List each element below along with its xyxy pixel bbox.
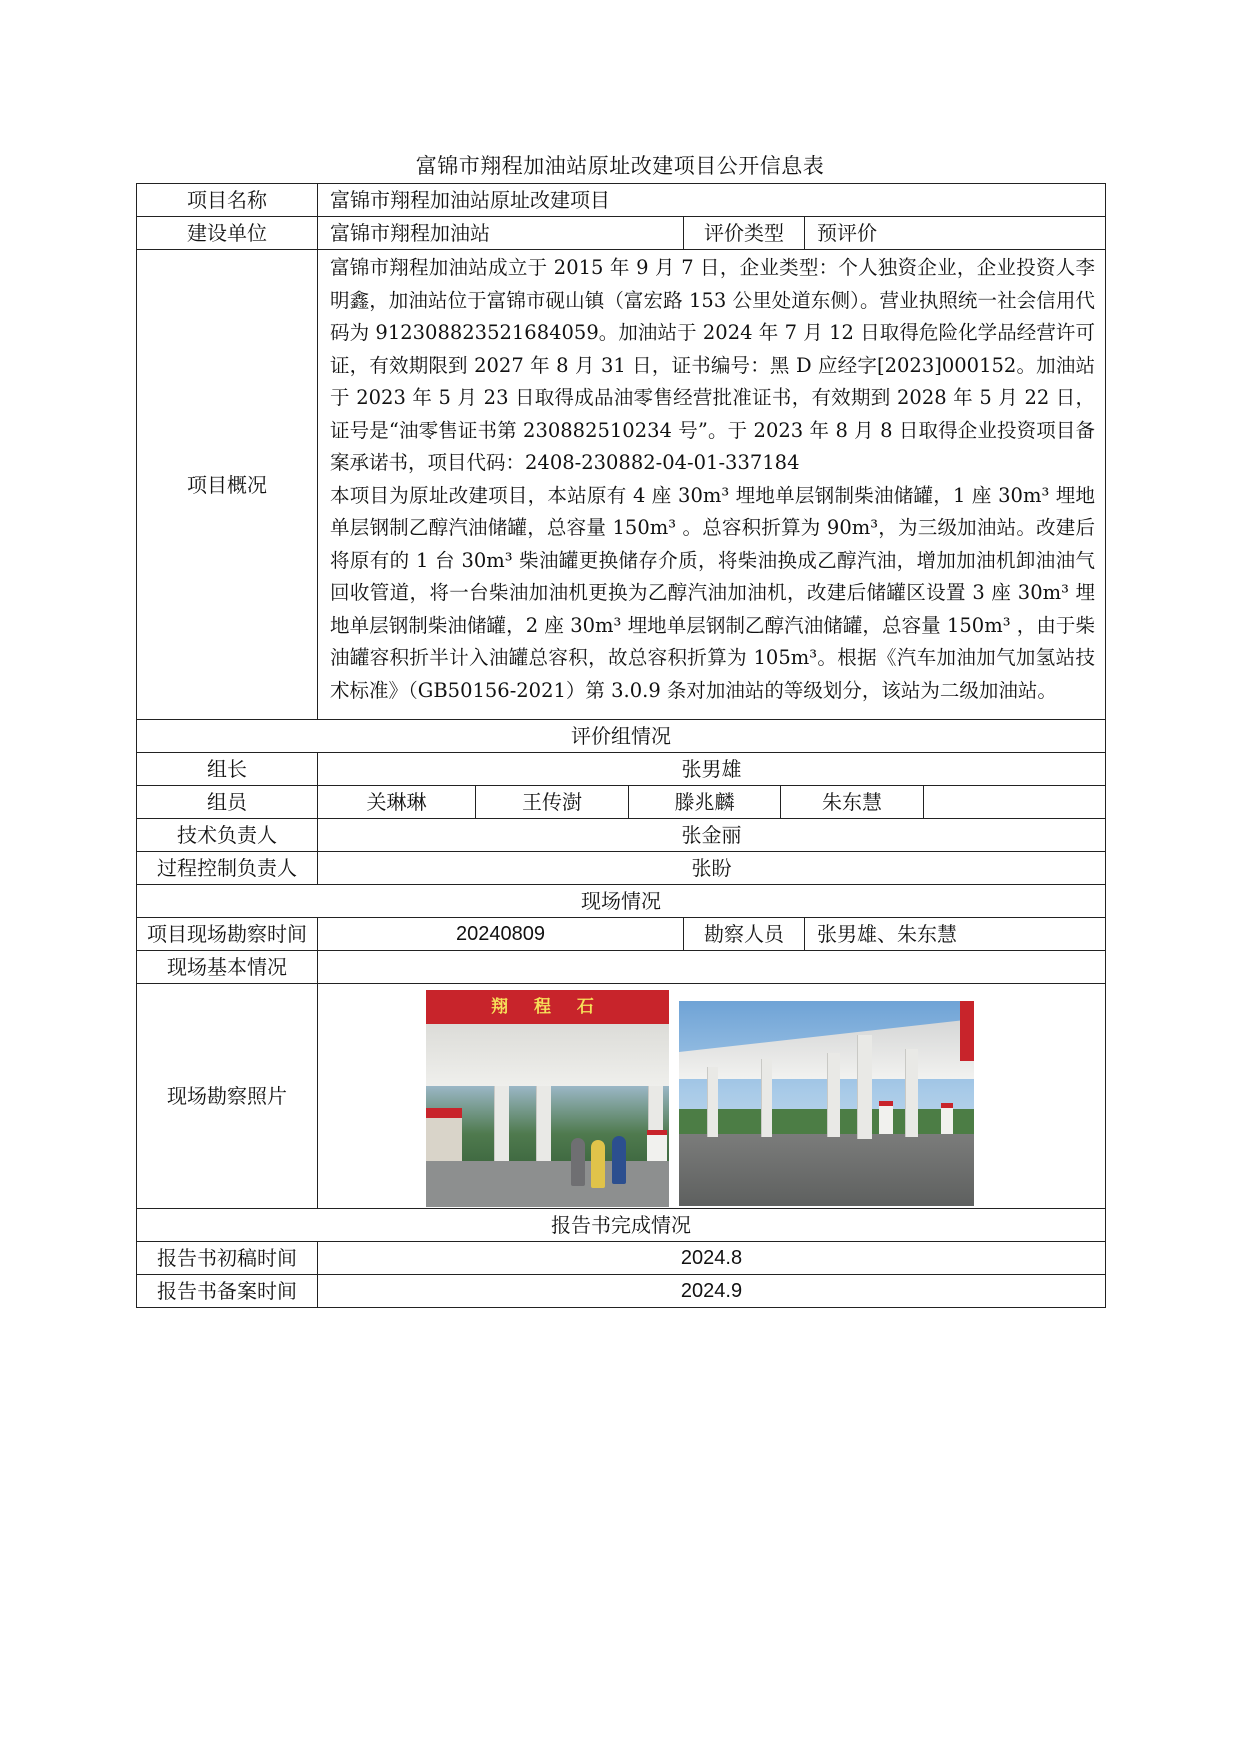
photo-ground: [679, 1134, 974, 1206]
photo-canopy: [426, 1024, 669, 1086]
tech-lead-value: 张金丽: [318, 819, 1106, 852]
site-photo-1: [426, 990, 669, 1207]
row-filing-time: [137, 1275, 1106, 1308]
photo-pillar: [857, 1035, 872, 1139]
overview-paragraph-2: 本项目为原址改建项目，本站原有 4 座 30m³ 埋地单层钢制柴油储罐，1 座 30m³ 埋地单层钢制乙醇汽油储罐，总容量 150m³ 。总容积折算为 90m³，为三级加油站。改建后将原有的 1 台 30m³ 柴油罐更换储存介质，将柴油换成乙醇汽油，增加加油机卸油油气回收管道，将一台柴油加油机更换为乙醇汽油加油机，改建后储罐区设置 3 座 30m³ 埋地单层钢制柴油储罐，2 座 30m³ 埋地单层钢制乙醇汽油储罐，总容量 150m³ ，由于柴油罐容积折半计入油罐总容积，故总容积折算为 105m³。根据《汽车加油加气加氢站技术标准》（GB50156-2021）第 3.0.9 条对加油站的等级划分，该站为二级加油站。: [330, 483, 1095, 702]
member-3: 滕兆麟: [629, 786, 781, 819]
site-header: 现场情况: [137, 885, 1106, 918]
builder-label: 建设单位: [137, 217, 318, 250]
row-members: [137, 786, 1106, 819]
survey-time-value: 20240809: [318, 918, 684, 951]
surveyors-value: 张男雄、朱东慧: [805, 918, 1106, 951]
photo-pillar: [827, 1053, 840, 1137]
member-5: [924, 786, 1106, 819]
photo-pump: [941, 1103, 953, 1134]
row-survey-time: [137, 918, 1106, 951]
project-name-value: 富锦市翔程加油站原址改建项目: [318, 184, 1106, 217]
leader-label: 组长: [137, 753, 318, 786]
site-photos-label: 现场勘察照片: [137, 984, 318, 1209]
document-title: 富锦市翔程加油站原址改建项目公开信息表: [415, 154, 825, 178]
row-site-header: [137, 885, 1106, 918]
filing-time-label: 报告书备案时间: [137, 1275, 318, 1308]
site-basic-label: 现场基本情况: [137, 951, 318, 984]
photo-person: [571, 1138, 585, 1186]
overview-text: [318, 250, 1106, 720]
row-tech-lead: [137, 819, 1106, 852]
site-photos: [318, 984, 1106, 1209]
photo-banner-sign: 翔 程 石: [426, 990, 669, 1024]
survey-time-label: 项目现场勘察时间: [137, 918, 318, 951]
process-lead-label: 过程控制负责人: [137, 852, 318, 885]
overview-label: 项目概况: [137, 250, 318, 720]
members-label: 组员: [137, 786, 318, 819]
row-builder: [137, 217, 1106, 250]
eval-group-header: 评价组情况: [137, 720, 1106, 753]
eval-type-value: 预评价: [805, 217, 1106, 250]
photo-pillar: [494, 1086, 509, 1161]
site-basic-value: [318, 951, 1106, 984]
row-eval-group-header: [137, 720, 1106, 753]
photo-ground: [426, 1161, 669, 1207]
photo-person: [591, 1140, 605, 1188]
row-site-basic: [137, 951, 1106, 984]
row-report-header: [137, 1209, 1106, 1242]
overview-paragraph-1: 富锦市翔程加油站成立于 2015 年 9 月 7 日，企业类型：个人独资企业，企业投资人李明鑫，加油站位于富锦市砚山镇（富宏路 153 公里处道东侧）。营业执照统一社会信用代码为 912308823521684059。加油站于 2024 年 7 月 12 日取得危险化学品经营许可证，有效期限到 2027 年 8 月 31 日，证书编号：黑 D 应经字[2023]000152。加油站于 2023 年 5 月 23 日取得成品油零售经营批准证书，有效期到 2028 年 5 月 22 日，证号是“油零售证书第 230882510234 号”。于 2023 年 8 月 8 日取得企业投资项目备案承诺书，项目代码：2408-230882-04-01-337184: [330, 256, 1095, 474]
eval-type-label: 评价类型: [684, 217, 805, 250]
site-photo-2: [679, 1001, 974, 1206]
builder-value: 富锦市翔程加油站: [318, 217, 684, 250]
row-process-lead: [137, 852, 1106, 885]
row-overview: [137, 250, 1106, 720]
photo-pillar: [905, 1049, 918, 1137]
member-2: 王传澍: [476, 786, 629, 819]
photo-pillar: [536, 1086, 551, 1161]
project-name-label: 项目名称: [137, 184, 318, 217]
member-1: 关琳琳: [318, 786, 476, 819]
surveyors-label: 勘察人员: [684, 918, 805, 951]
process-lead-value: 张盼: [318, 852, 1106, 885]
row-leader: [137, 753, 1106, 786]
photo-pillar: [707, 1067, 718, 1137]
photo-pillar: [761, 1059, 772, 1137]
tech-lead-label: 技术负责人: [137, 819, 318, 852]
leader-value: 张男雄: [318, 753, 1106, 786]
photo-person: [612, 1136, 626, 1184]
report-header: 报告书完成情况: [137, 1209, 1106, 1242]
row-project-name: [137, 184, 1106, 217]
photo-pump: [879, 1101, 893, 1134]
filing-time-value: 2024.9: [318, 1275, 1106, 1308]
member-4: 朱东慧: [781, 786, 924, 819]
draft-time-label: 报告书初稿时间: [137, 1242, 318, 1275]
photo-red-band: [960, 1001, 974, 1061]
info-table: [136, 183, 1106, 1308]
row-site-photos: [137, 984, 1106, 1209]
row-draft-time: [137, 1242, 1106, 1275]
draft-time-value: 2024.8: [318, 1242, 1106, 1275]
